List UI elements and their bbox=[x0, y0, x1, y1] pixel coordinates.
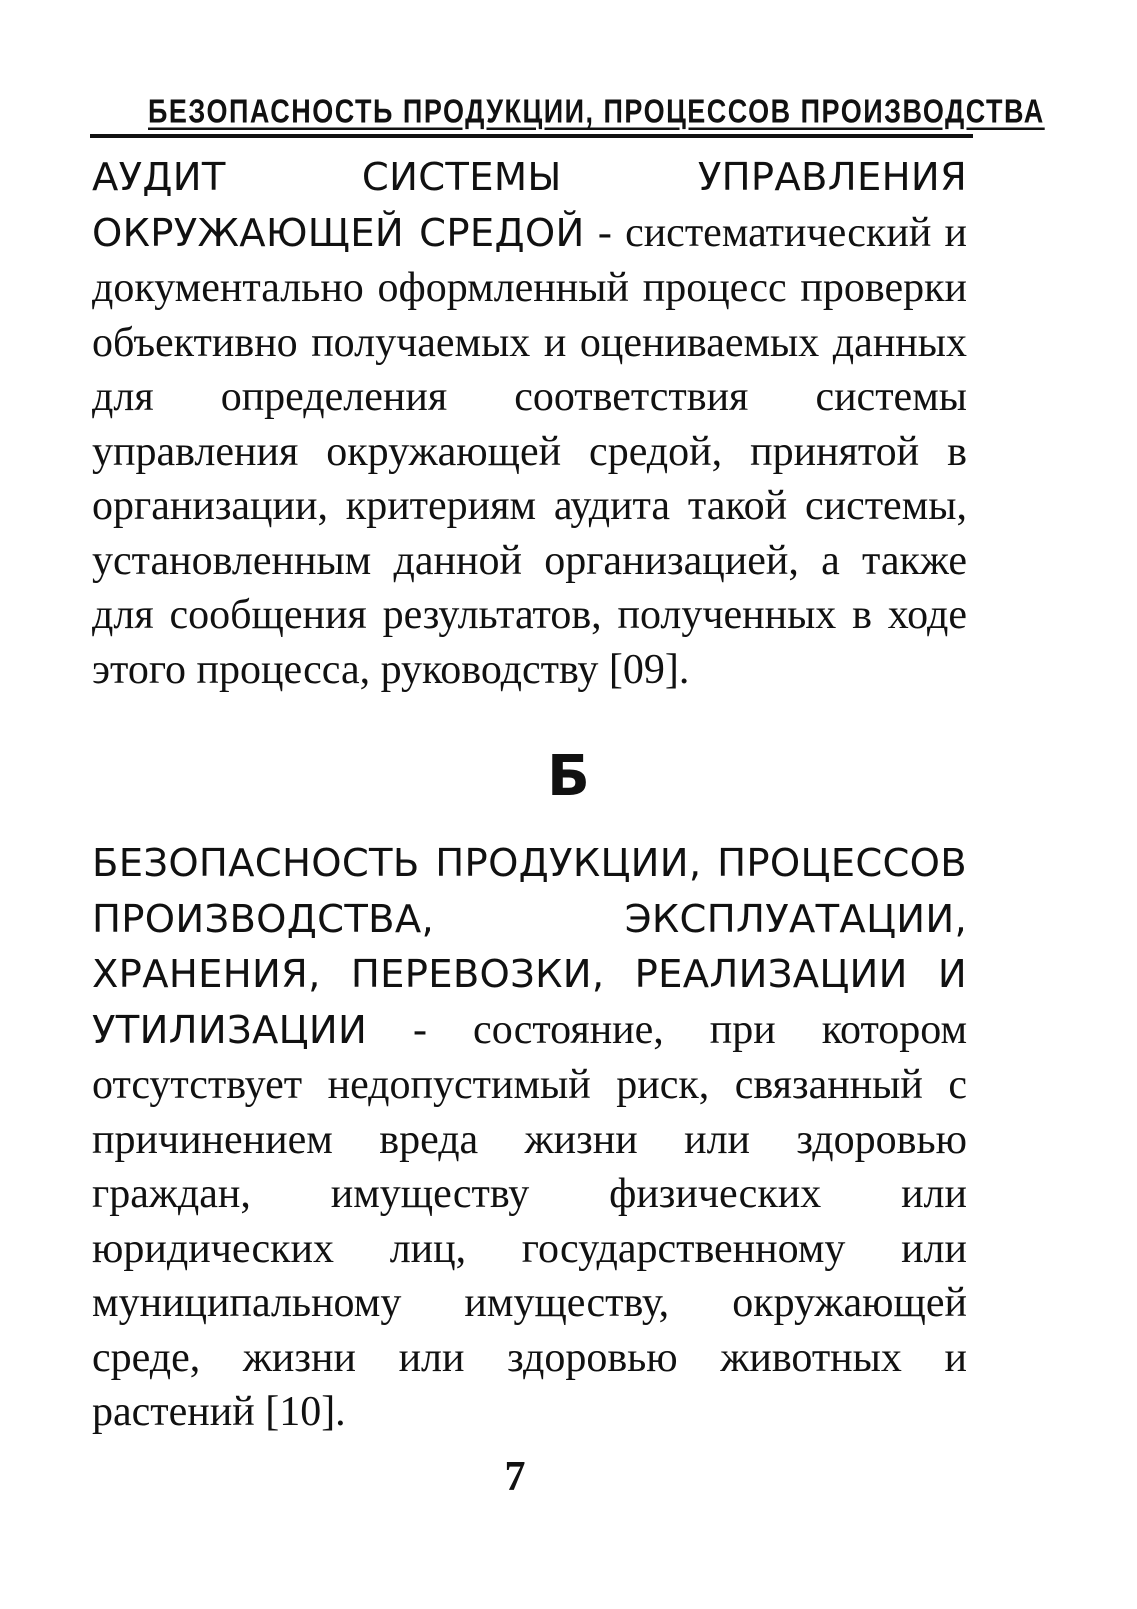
entry-dash: - bbox=[597, 209, 612, 256]
glossary-entry-safety bbox=[92, 836, 967, 1440]
page-number: 7 bbox=[504, 1454, 526, 1500]
entry-term: АУДИТ СИСТЕМЫ УПРАВЛЕНИЯ ОКРУЖАЮЩЕЙ СРЕДОЙ bbox=[92, 155, 967, 256]
section-letter: Б bbox=[547, 744, 590, 809]
glossary-entry-audit bbox=[92, 150, 967, 697]
running-head: БЕЗОПАСНОСТЬ ПРОДУКЦИИ, ПРОЦЕССОВ ПРОИЗВОДСТВА bbox=[148, 92, 1045, 130]
header-rule bbox=[90, 134, 973, 138]
entry-definition: состояние, при котором отсутствует недопустимый риск, связанный с причинением вреда жизни или здоровью граждан, имуществу физических или юридических лиц, государственному или муниципальному имуществу, окружающей среде, жизни или здоровью животных и растений [10]. bbox=[92, 1006, 968, 1435]
entry-term: БЕЗОПАСНОСТЬ ПРОДУКЦИИ, ПРОЦЕССОВ ПРОИЗВОДСТВА, ЭКСПЛУАТАЦИИ, ХРАНЕНИЯ, ПЕРЕВОЗКИ, РЕАЛИЗАЦИИ И УТИЛИЗАЦИИ bbox=[92, 841, 967, 1053]
entry-definition: систематический и документально оформленный процесс проверки объективно получаемых и оцениваемых данных для определения соответствия системы управления окружающей средой, принятой в организации, критериям аудита такой системы, установленным данной организацией, а также для сообщения результатов, полученных в ходе этого процесса, руководству [09]. bbox=[92, 209, 968, 693]
entry-dash: - bbox=[413, 1006, 428, 1053]
